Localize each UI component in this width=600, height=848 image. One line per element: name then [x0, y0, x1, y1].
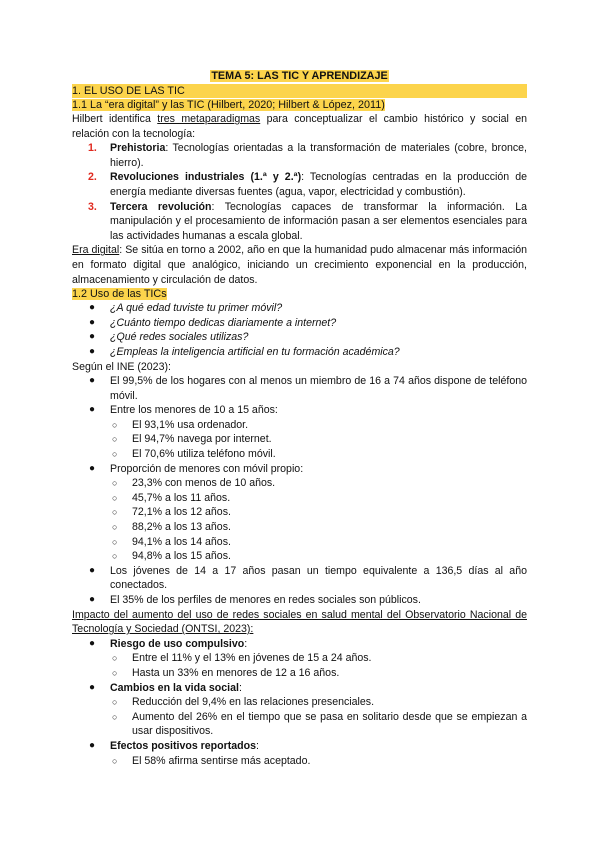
list-item: ● Cambios en la vida social: ○ Reducción del 9,4% en las relaciones presenciales. ○ Aumento del 26% en el tiempo que se pasa en solitario desde que se empiezan a usar dispositivos. — [89, 681, 527, 738]
sub-list-item: ○ Entre el 11% y el 13% en jóvenes de 15 a 24 años. — [112, 652, 372, 665]
metaparadigm-list — [72, 141, 527, 243]
list-item: ● ¿Qué redes sociales utilizas? — [89, 331, 249, 344]
section-heading-1: 1. EL USO DE LAS TIC — [72, 84, 527, 98]
sub-list-item: ○ 88,2% a los 13 años. — [112, 521, 231, 534]
page-title: TEMA 5: LAS TIC Y APRENDIZAJE — [211, 70, 388, 82]
subsection-heading-1-1: 1.1 La “era digital” y las TIC (Hilbert, 2020; Hilbert & López, 2011) — [72, 99, 385, 111]
sub-list-item: ○ 45,7% a los 11 años. — [112, 491, 231, 504]
impact-list — [72, 637, 527, 768]
sub-list-item: ○ 23,3% con menos de 10 años. — [112, 477, 276, 490]
question-list — [72, 301, 527, 359]
impact-heading: Impacto del aumento del uso de redes sociales en salud mental del Observatorio Nacional de Tecnología y Sociedad (ONTSI, 2023): — [72, 608, 527, 636]
sub-list — [110, 754, 527, 769]
ine-intro: Según el INE (2023): — [72, 360, 171, 373]
list-item: ● Efectos positivos reportados: ○ El 58% afirma sentirse más aceptado. — [72, 739, 527, 768]
list-item: ● El 99,5% de los hogares con al menos un miembro de 16 a 74 años dispone de teléfono móvil. — [89, 375, 527, 402]
sub-list-item: ○ El 58% afirma sentirse más aceptado. — [112, 754, 311, 767]
sub-list-item: ○ El 94,7% navega por internet. — [112, 433, 272, 446]
list-item: 1. Prehistoria: Tecnologías orientadas a la transformación de materiales (cobre, bronce, hierro). — [88, 142, 527, 169]
sub-list-item: ○ Hasta un 33% en menores de 12 a 16 años. — [112, 666, 340, 679]
sub-list-item: ○ 94,1% a los 14 años. — [112, 535, 231, 548]
list-item: ● ¿Empleas la inteligencia artificial en tu formación académica? — [89, 345, 400, 358]
subsection-heading-1-2: 1.2 Uso de las TICs — [72, 288, 167, 301]
list-item: ● ¿A qué edad tuviste tu primer móvil? — [89, 302, 283, 315]
sub-list-item: ○ Aumento del 26% en el tiempo que se pasa en solitario desde que se empiezan a usar dispositivos. — [112, 710, 527, 738]
list-item: ● Riesgo de uso compulsivo: ○ Entre el 11% y el 13% en jóvenes de 15 a 24 años. ○ Hasta un 33% en menores de 12 a 16 años. — [72, 637, 527, 681]
sub-list-item: ○ El 93,1% usa ordenador. — [112, 418, 249, 431]
list-item: ● El 35% de los perfiles de menores en redes sociales son públicos. — [89, 594, 421, 606]
sub-list-item: ○ 72,1% a los 12 años. — [112, 506, 231, 519]
sub-list-item: ○ 94,8% a los 15 años. — [112, 550, 231, 563]
sub-list — [110, 476, 527, 564]
list-item: ● Entre los menores de 10 a 15 años: ○ El 93,1% usa ordenador. ○ El 94,7% navega por internet. ○ El 70,6% utiliza teléfono móvil. — [72, 403, 527, 461]
document-page — [72, 70, 527, 768]
era-digital-paragraph: Era digital: Se sitúa en torno a 2002, año en que la humanidad pudo almacenar más información en formato digital que analógico, iniciando un crecimiento exponencial en la producción, almacenamiento y circulación de datos. — [72, 244, 528, 286]
list-item: 2. Revoluciones industriales (1.ª y 2.ª): Tecnologías centradas en la producción de energía mediante diversas fuentes (agua, vapor, electricidad y combustión). — [88, 171, 527, 198]
ine-list — [72, 374, 527, 608]
sub-list — [110, 695, 527, 739]
list-item: ● Los jóvenes de 14 a 17 años pasan un tiempo equivalente a 136,5 días al año conectados. — [89, 564, 527, 592]
list-item: 3. Tercera revolución: Tecnologías capaces de transformar la información. La manipulación y el procesamiento de información pasan a ser elementos esenciales para las actividades humanas a escala global. — [88, 200, 527, 242]
sub-list-item: ○ Reducción del 9,4% en las relaciones presenciales. — [112, 696, 375, 709]
sub-list — [110, 651, 527, 680]
sub-list-item: ○ El 70,6% utiliza teléfono móvil. — [112, 448, 276, 461]
list-item: ● Proporción de menores con móvil propio: ○ 23,3% con menos de 10 años. ○ 45,7% a los 11 años. ○ 72,1% a los 12 años. ○ 88,2% a los 13 años. ○ 94,1% a los 14 años. ○ 94,8% a los 15 años. — [72, 462, 527, 564]
sub-list — [110, 418, 527, 462]
intro-paragraph: Hilbert identifica tres metaparadigmas para conceptualizar el cambio histórico y social en relación con la tecnología: — [72, 113, 528, 140]
list-item: ● ¿Cuánto tiempo dedicas diariamente a internet? — [89, 316, 337, 329]
